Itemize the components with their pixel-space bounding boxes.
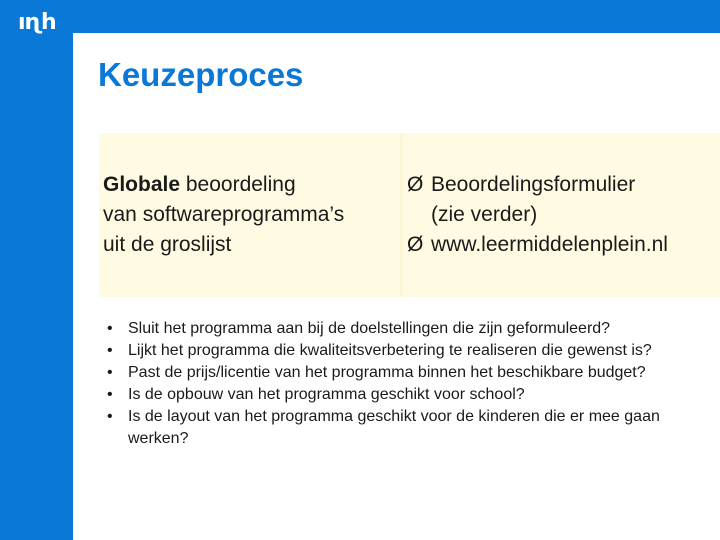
bullet-icon: •: [107, 342, 113, 359]
arrow-item-2: [407, 230, 668, 260]
list-item-text: Is de opbouw van het programma geschikt voor school?: [128, 386, 525, 403]
list-item-text: Lijkt het programma die kwaliteitsverbetering te realiseren die gewenst is?: [128, 342, 652, 359]
arrow-item-2-label: www.leermiddelenplein.nl: [431, 233, 668, 256]
box-right-list: [407, 170, 668, 260]
arrow-bullet-icon: Ø: [407, 233, 424, 256]
list-item-text: Past de prijs/licentie van het programma binnen het beschikbare budget?: [128, 364, 646, 381]
arrow-item-1: [407, 170, 668, 200]
box-left-line-1: [103, 170, 344, 200]
question-list: [107, 318, 707, 450]
page-title: Keuzeproces: [98, 56, 304, 93]
highlight-box: [99, 133, 720, 297]
left-brand-bar: [0, 0, 73, 540]
bold-word: Globale: [103, 173, 181, 196]
bullet-icon: •: [107, 386, 113, 403]
list-item: [107, 406, 707, 450]
list-item: [107, 340, 707, 362]
list-item: [107, 362, 707, 384]
bullet-icon: •: [107, 320, 113, 337]
list-item: [107, 318, 707, 340]
box-left-text: [103, 170, 344, 260]
list-item-text: Sluit het programma aan bij de doelstellingen die zijn geformuleerd?: [128, 320, 611, 337]
box-left-line-3: uit de groslijst: [103, 233, 232, 256]
box-left-line-2: van softwareprogramma’s: [103, 203, 345, 226]
arrow-bullet-icon: Ø: [407, 173, 424, 196]
line1-rest: beoordeling: [180, 173, 296, 196]
bullet-icon: •: [107, 364, 113, 381]
box-divider: [400, 133, 403, 297]
arrow-item-1-label: Beoordelingsformulier: [431, 173, 636, 196]
logo: ıɳh: [18, 10, 56, 35]
list-item: [107, 384, 707, 406]
top-brand-bar: [0, 0, 720, 33]
arrow-item-1-continued: (zie verder): [431, 203, 538, 226]
bullet-icon: •: [107, 408, 113, 425]
list-item-text: Is de layout van het programma geschikt voor de kinderen die er mee gaan werken?: [128, 408, 660, 447]
